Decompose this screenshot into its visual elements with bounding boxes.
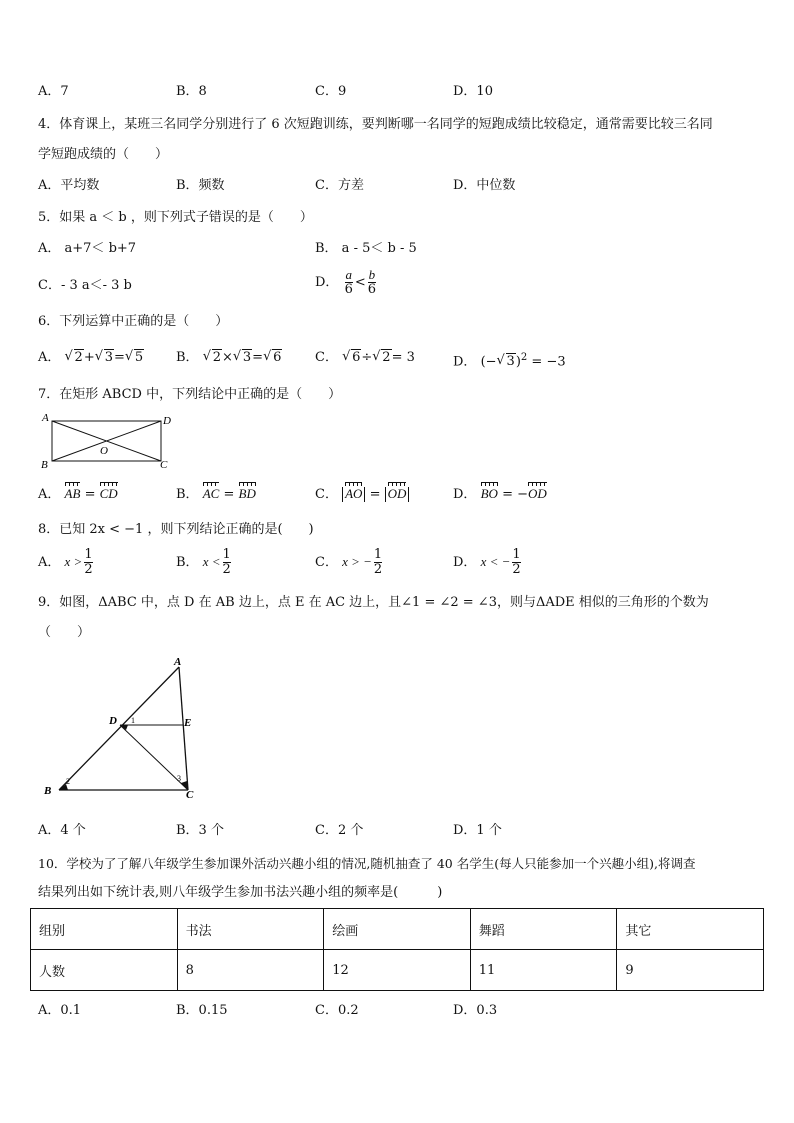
- q8-option-b: B． x < $\frac{1}{2}$: [176, 547, 231, 577]
- label-c: C: [186, 789, 194, 800]
- fraction-denominator: 6: [367, 282, 377, 297]
- label-d: D: [109, 715, 117, 727]
- fraction: $\frac{1}{2}$: [373, 547, 383, 577]
- fraction-numerator: a: [345, 267, 352, 282]
- fraction-numerator: b: [368, 267, 376, 282]
- fraction: $\frac{1}{2}$: [512, 547, 521, 577]
- table-cell: 12: [324, 950, 471, 991]
- option-label: A．: [38, 350, 61, 365]
- q3-option-a: A．7: [38, 84, 69, 99]
- label-b: B: [41, 459, 48, 470]
- table-row: [31, 950, 764, 991]
- q5-option-b: B． a - 5＜ b - 5: [315, 241, 417, 256]
- q6-stem: 6．下列运算中正确的是（ ）: [38, 314, 229, 329]
- q4-stem-line2: 学短跑成绩的（ ）: [38, 147, 169, 162]
- label-a: A: [42, 412, 49, 424]
- q7-stem: 7．在矩形 ABCD 中，下列结论中正确的是（ ）: [38, 387, 342, 402]
- option-label: D．: [453, 354, 477, 370]
- label-a: A: [174, 656, 182, 668]
- q7-option-d: D． BO = −OD: [453, 486, 547, 502]
- sqrt-sign: √ 2: [203, 349, 222, 367]
- q5-option-d-label: D．: [315, 275, 339, 290]
- label-o: O: [100, 445, 108, 457]
- triangle-figure: [38, 655, 218, 800]
- relation-symbol: <: [354, 275, 366, 290]
- q7-option-a: A． AB = CD: [38, 486, 118, 502]
- statistics-table: [30, 908, 764, 991]
- label-c: C: [160, 459, 168, 470]
- sqrt-sign: √ 3: [497, 353, 516, 371]
- table-cell: 舞蹈: [470, 909, 617, 950]
- q6-option-a: A． √ 2+√ 3=√ 5: [38, 349, 144, 367]
- sqrt-sign: √ 3: [95, 349, 114, 367]
- q10-option-b: B．0.15: [176, 1003, 228, 1018]
- q4-stem-line1: 4．体育课上，某班三名同学分别进行了 6 次短跑训练，要判断哪一名同学的短跑成绩比较稳定，通常需要比较三名同: [38, 117, 713, 132]
- q9-option-b: B．3 个: [176, 823, 224, 838]
- q8-option-a: A． x > $\frac{1}{2}$: [38, 547, 93, 577]
- q3-option-c: C．9: [315, 84, 347, 99]
- q10-option-c: C．0.2: [315, 1003, 359, 1018]
- sqrt-sign: √ 2: [65, 349, 84, 367]
- table-cell: 8: [177, 950, 324, 991]
- q8-option-c: C． x > − $\frac{1}{2}$: [315, 547, 383, 577]
- q9-option-d: D．1 个: [453, 823, 502, 838]
- table-row: [31, 909, 764, 950]
- q8-option-d: D． x < − $\frac{1}{2}$: [453, 547, 521, 577]
- q6-option-b: B． √ 2×√ 3=√ 6: [176, 349, 282, 367]
- q10-option-a: A．0.1: [38, 1003, 82, 1018]
- q7-option-c: C． AO = OD: [315, 485, 409, 504]
- sqrt-sign: √ 3: [233, 349, 252, 367]
- label-d: D: [163, 415, 171, 427]
- fraction: $\frac{1}{2}$: [222, 547, 231, 577]
- fraction: $\frac{1}{2}$: [84, 547, 93, 577]
- q3-option-d: D．10: [453, 84, 493, 99]
- label-e: E: [184, 717, 192, 729]
- q4-option-a: A．平均数: [38, 178, 100, 193]
- table-cell: 9: [617, 950, 764, 991]
- table-cell: 11: [470, 950, 617, 991]
- table-cell: 其它: [617, 909, 764, 950]
- q4-option-c: C．方差: [315, 178, 364, 193]
- side-ab: [59, 667, 179, 790]
- table-cell: 组别: [31, 909, 178, 950]
- q9-option-a: A．4 个: [38, 823, 86, 838]
- q6-option-d: D． (−√ 3)$^2$ = −3: [453, 349, 566, 371]
- sqrt-sign: √ 5: [125, 349, 144, 367]
- sqrt-sign: √ 6: [263, 349, 282, 367]
- q5-d-lhs-fraction: [345, 268, 353, 297]
- option-label: C．: [315, 350, 338, 365]
- sqrt-sign: √ 2: [372, 349, 391, 367]
- q5-option-c: C．- 3 a＜- 3 b: [38, 278, 132, 293]
- fraction-denominator: 6: [344, 282, 353, 297]
- option-label: B．: [176, 350, 199, 365]
- rectangle-figure: [38, 410, 178, 470]
- q9-stem-line2: （ ）: [38, 625, 91, 640]
- q10-stem-line2: 结果列出如下统计表,则八年级学生参加书法兴趣小组的频率是( ): [38, 885, 443, 900]
- table-cell: 书法: [177, 909, 324, 950]
- angle-2-label: 2: [66, 777, 70, 786]
- q10-option-d: D．0.3: [453, 1003, 498, 1018]
- q5-option-d: [315, 268, 378, 297]
- label-b: B: [44, 785, 52, 797]
- q7-option-b: B． AC = BD: [176, 486, 256, 502]
- q8-stem: 8．已知 2x < −1 ，则下列结论正确的是( ): [38, 522, 314, 537]
- q10-stem-line1: 10．学校为了了解八年级学生参加课外活动兴趣小组的情况,随机抽查了 40 名学生(每人只能参加一个兴趣小组),将调查: [38, 856, 696, 871]
- q3-option-b: B．8: [176, 84, 207, 99]
- q5-option-a: A． a+7＜ b+7: [38, 241, 137, 256]
- q4-option-b: B．频数: [176, 178, 225, 193]
- angle-3-label: 3: [177, 774, 181, 783]
- angle-1-label: 1: [131, 716, 135, 725]
- table-cell: 绘画: [324, 909, 471, 950]
- table-cell: 人数: [31, 950, 178, 991]
- q6-option-c: C． √ 6÷√ 2= 3: [315, 349, 415, 367]
- sqrt-sign: √ 6: [342, 349, 361, 367]
- q4-option-d: D．中位数: [453, 178, 516, 193]
- q5-d-rhs-fraction: [368, 268, 376, 297]
- q5-stem: 5．如果 a ＜ b ，则下列式子错误的是（ ）: [38, 210, 313, 225]
- q9-option-c: C．2 个: [315, 823, 364, 838]
- q9-stem: 9．如图，ΔABC 中，点 D 在 AB 边上，点 E 在 AC 边上，且∠1 = ∠2 = ∠3，则与ΔADE 相似的三角形的个数为: [38, 595, 709, 610]
